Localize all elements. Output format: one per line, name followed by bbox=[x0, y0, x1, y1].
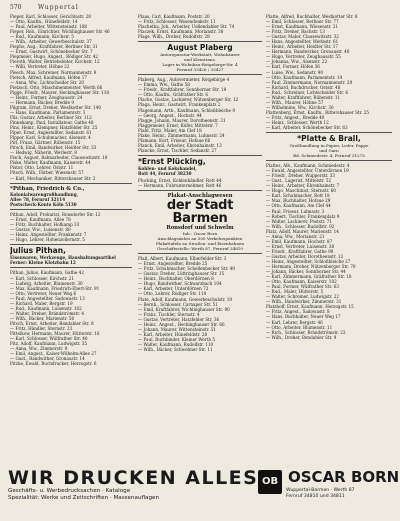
directory-entry: — Otto, Lehrer, Rödiger Str. 110 bbox=[138, 291, 207, 297]
footer-address-line: Wuppertal-Barmen · Werth 87 bbox=[286, 488, 355, 493]
divider bbox=[266, 132, 392, 133]
ad-subtitle: Plakat-Anschlagwesen bbox=[167, 193, 233, 200]
directory-entry: — Wilh., Maurer, Höhne 57 bbox=[266, 99, 324, 105]
ad-line: Großhandlung in Papier, Leder, Pappe bbox=[289, 143, 369, 149]
page-number: 570 bbox=[10, 4, 22, 11]
directory-entry: — Paul, Friseur, Luhnsstr. 3 bbox=[266, 208, 325, 214]
advertisement-platte-brall bbox=[266, 135, 392, 158]
directory-entry: — Rud., Maler, Hütterstr. 5 bbox=[266, 289, 324, 295]
footer-company: OSCAR BORN bbox=[288, 468, 400, 486]
directory-entry: — Karl, Zimmermann, Gräfrather Str. 18 bbox=[266, 274, 352, 280]
ad-title: Julius Pithan, bbox=[10, 246, 66, 256]
directory-entry: Pins, Heinr., Klempner, Hatzfelder Str. 25 bbox=[10, 125, 98, 131]
directory-entry: — Fritz, Schuhmacher, Schellenbecker Str. 49 bbox=[138, 266, 235, 272]
directory-entry: Placzek, Ernst, Kaufmann, Morianstr. 38 bbox=[138, 29, 224, 35]
directory-entry: Pipper, Karl, Schuhmacher, Alsenstr. 4 bbox=[10, 135, 91, 141]
directory-entry: Plucking, Ernst, Kohlenhändler, Rott 44 bbox=[138, 178, 222, 184]
footer-left bbox=[8, 467, 259, 502]
directory-entry: — Karl, Mechaniker, Rittershauser Str. 2 bbox=[10, 175, 96, 181]
advertisement-pithan-co bbox=[10, 186, 132, 208]
directory-entry: Pieper, Karl, Schlosser, Gerichtsstr. 28 bbox=[10, 14, 91, 19]
entry-list bbox=[10, 270, 132, 366]
directory-entry: — Emil, Kraftfahrer, Wichlinghauser Str. 90 bbox=[138, 306, 230, 312]
directory-entry: — Hermann, Dreher, Nützenberger Str. 70 bbox=[266, 264, 356, 270]
ad-title: der Stadt Barmen bbox=[166, 198, 234, 227]
directory-entry: Piske, Walter, Kaufmann, Kaiserstr. 44 bbox=[10, 160, 91, 166]
directory-entry: — Karl, Schlosser, Wülfrather Str. 40 bbox=[10, 336, 88, 342]
directory-entry: — Rud., Kaufmann, Kirchstr. 5 bbox=[10, 34, 74, 40]
directory-entry: — Otto, Kaufmann, Am Clef 44 bbox=[266, 203, 331, 209]
directory-entry: — Paul, Zimmermann, Normannenstr. 29 bbox=[266, 79, 353, 85]
ad-line: und Garn bbox=[319, 148, 339, 154]
directory-entry: — Otto, Kaufm., Gräfrather Str. 6 bbox=[138, 92, 209, 98]
directory-entry: — Otto, Kaufm., Hünefeldstr. 14 bbox=[10, 19, 78, 25]
directory-entry: — Hedwig, Näherin, Werlestr. 8 bbox=[10, 150, 77, 156]
directory-entry: — Rud., Schreiner, Lichtscheider Str. 6 bbox=[266, 89, 348, 95]
directory-entry: Piper, Ernst, Angestellter, Sedanstr. 61 bbox=[10, 130, 92, 136]
directory-entry: Pitsch, Ernst, Arbeiter, Bendahler Str. 8 bbox=[10, 320, 94, 326]
directory-entry: — Karl, Arbeiter, Hünefeldstr. 28 bbox=[138, 331, 208, 337]
directory-entry: — Walter, Kraftfahrer, Rübenstr. 11 bbox=[266, 94, 341, 100]
footer-address-line: Fernruf 34810 und 34811 bbox=[286, 494, 345, 499]
directory-entry: Pinnekamp, Paul, Installateur, Gathe 48 bbox=[10, 119, 94, 125]
entry-list bbox=[10, 14, 132, 181]
directory-entry: — Paul, Angestellter, Sadowastr. 13 bbox=[10, 295, 85, 301]
directory-entry: Plattes, Alb., Kaufmann, Schmiedestr. 4 bbox=[266, 163, 350, 169]
directory-entry: — Paul, Arbeiter, Wittensteinstr. 108 bbox=[10, 24, 87, 30]
directory-entry: — Wilh., Bäcker, Marienstr. 56 bbox=[10, 315, 75, 321]
directory-entry: — Franz, Tischler, Sternstr. 4 bbox=[138, 311, 200, 317]
directory-entry: Pietzsch, Otto, Maschinenmeister, Werth 66 bbox=[10, 84, 103, 90]
directory-entry: — Hermann, Fuhrunternehmer, Rott 46 bbox=[138, 183, 222, 189]
directory-entry: Plaggemeier, Ernst, Küfer, Mittelstr. 7 bbox=[138, 122, 218, 128]
directory-entry: — Heinr., Arbeiter, Heidter Str. 17 bbox=[266, 44, 339, 50]
directory-entry: — Fritz, Angest., Sadowastr. 8 bbox=[266, 309, 330, 315]
directory-entry: — Karl, Arbeiter, Schönebecker Str. 63 bbox=[266, 125, 348, 131]
ad-title: *Pithan, Friedrich & Co., bbox=[10, 185, 85, 192]
directory-entry: — Hans, Angestellter, Werlestr. 61 bbox=[266, 39, 339, 45]
directory-entry: — Gustav, Vertreter, Hatzfelder Str. 36 bbox=[138, 316, 220, 322]
directory-entry: Pittelkow, Hermann, Maurer, Hütterstr. 16 bbox=[10, 331, 100, 337]
directory-entry: — Walter, Schreiner, Ludwigstr. 22 bbox=[266, 294, 340, 300]
directory-entry: Platz, Adolf, Maurer, Marienstr. 14 bbox=[266, 228, 339, 234]
ad-line: Allee 78, Fernruf 32114 bbox=[10, 197, 66, 202]
directory-entry: — Paul, Buchbinder, Kleiner Werth 5 bbox=[138, 336, 215, 342]
directory-entry: Pirsch, Emil, Bandwirker, Heidter Str. 33 bbox=[10, 145, 97, 151]
directory-entry: — Hans, Buchhalter, Neuer Weg 17 bbox=[266, 314, 341, 320]
directory-entry: — Richard, Maler, Bergstr. 19 bbox=[10, 300, 73, 306]
ad-line: Kolonialwarengroßhandlung, bbox=[10, 191, 79, 197]
entry-list bbox=[138, 14, 262, 39]
directory-entry: Plancke, Ernst, Tischler, Sedanstr. 27 bbox=[138, 147, 217, 153]
directory-entry: Plake, Heinr., Zimmermann, Luhnsstr. 24 bbox=[138, 132, 225, 138]
footer-line: Spezialität: Werke und Zeitschriften · Massenauflagen bbox=[8, 495, 159, 501]
directory-entry: — Wilh., Dreher, Bendahler Str. 9 bbox=[266, 334, 337, 340]
ad-line: Ferner: Kleine Klotzbahn 12 bbox=[10, 260, 76, 266]
directory-entry: — Heinr., Angest., Heckinghauser Str. 66 bbox=[138, 321, 225, 327]
directory-entry: — Anna, Ww., Morianstr. 21 bbox=[266, 233, 325, 239]
directory-entry: — Gustav, Arbeiter, Dorotheenstr. 12 bbox=[266, 253, 344, 259]
directory-entry: Plagge, Johann, Maurer, Dorotheenstr. 31 bbox=[138, 117, 226, 123]
column-1 bbox=[10, 14, 132, 462]
directory-entry: — Gustav, Dreher, Lüttringhauser Str. 15 bbox=[138, 271, 225, 277]
directory-entry: — Rud., Kaufmann, Luisenstr. 102 bbox=[10, 305, 82, 311]
directory-entry: Plachetka, Joh., Arbeiter, Uellendahler Str. 74 bbox=[138, 24, 235, 30]
directory-entry: Pilgram, Ernst, Dreher, Westkotter Str. 140 bbox=[10, 104, 101, 110]
directory-entry: — Wilh., Arbeiter, Gewerbeschulstr. 37 bbox=[10, 39, 92, 45]
divider bbox=[266, 160, 392, 161]
advertisement-julius-pithan bbox=[10, 247, 132, 265]
directory-entry: Pitz, Adolf, Kaufmann, Ludwigstr. 35 bbox=[10, 341, 87, 347]
directory-entry: — Ernst, Gastwirt, Schönebecker Str. 7 bbox=[10, 49, 93, 55]
directory-entry: — Karl, Schlosser, Kirchstr. 21 bbox=[10, 275, 75, 281]
ad-line: Kohlen- und Kokshandel, bbox=[138, 165, 197, 171]
directory-entry: Pigge, Friedr., Maurer, Heckinghauser Str. 118 bbox=[10, 89, 109, 95]
ad-subtitle: Ronsdorf und Schwelm bbox=[166, 225, 234, 232]
directory-entry: Piepho, Aug., Kraftfahrer, Berliner Str. 31 bbox=[10, 44, 98, 50]
directory-entry: Plate, Adolf, Kaufmann, Gewerbeschulstr. 19 bbox=[138, 296, 233, 302]
directory-entry: — Emil, Angest., Kaiser-Wilhelm-Allee 27 bbox=[10, 351, 97, 357]
ad-line: Postscheck-Konto Köln 5130 bbox=[10, 202, 77, 208]
entry-list bbox=[138, 178, 262, 188]
ad-line: Inh.: Oscar Born bbox=[182, 231, 218, 237]
directory-entry: — Heinr., Arbeiter, Ehrenhainstr. 7 bbox=[266, 183, 340, 189]
directory-entry: — Friedr., Kraftfahrer, Gathe 90 bbox=[266, 248, 334, 254]
directory-entry: Pisch, August, Bahnarbeiter, Clausewitzstr. 19 bbox=[10, 155, 108, 161]
directory-entry: — Walter, Lackierer, Poststr. 71 bbox=[266, 218, 332, 224]
directory-entry: — Robert, Tischler, Frankenplatz 9 bbox=[266, 213, 340, 219]
ad-line: Rott 44, Fernruf 38230 bbox=[138, 170, 192, 176]
ad-line: Anschlagsäulen an 300 Verkehrspunkten bbox=[157, 236, 243, 242]
directory-entry: Pilz, Gustav, Arbeiter, Berliner Str. 112 bbox=[10, 114, 92, 120]
directory-entry: Platzhoff, Ernst, Kaufmann, Herzogstr. 15 bbox=[266, 304, 354, 310]
entry-list bbox=[138, 77, 262, 153]
directory-entry: — Friedr., Kraftfahrer, Sonnborner Str. 19 bbox=[138, 87, 227, 93]
oscar-born-logo: OB bbox=[258, 470, 282, 494]
directory-entry: — Heinz, Angestellter, Frankenstr. 7 bbox=[10, 232, 87, 238]
page-header bbox=[10, 4, 390, 14]
directory-entry: — Otto, Vertreter, Neuer Weg 6 bbox=[10, 290, 77, 296]
directory-entry: Pitzke, Ewald, Buchdrucker, Herzogstr. 6 bbox=[10, 361, 97, 367]
divider bbox=[138, 253, 262, 254]
directory-entry: — Heinr., Former, Zeughausstr. 24 bbox=[10, 94, 83, 100]
divider bbox=[10, 244, 132, 245]
divider bbox=[10, 183, 132, 184]
directory-entry: — Hugo, Bandwirker, Schwarzbach 104 bbox=[138, 281, 222, 287]
footer-title: WIR DRUCKEN ALLES bbox=[8, 467, 259, 489]
directory-entry: — Walter, Kaufmann, Rudolfstr. 110 bbox=[138, 341, 214, 347]
entry-list bbox=[266, 163, 392, 340]
directory-entry: — Johann, Maurer, Wittensteinstr. 51 bbox=[138, 326, 217, 332]
directory-entry: — Gust., Bandwirker, Gronaustr. 14 bbox=[10, 356, 85, 362]
directory-entry: — Ernst, Kaufmann, Wiesenstr. 21 bbox=[266, 24, 339, 30]
directory-entry: — Emma, Ww., Gathe 58 bbox=[138, 82, 190, 88]
directory-entry: Plaß, Albert, Kaufmann, Elberfelder Str. 3 bbox=[138, 256, 227, 262]
directory-entry: — Max, Kaufmann, Friedrich-Ebert-Str. 91 bbox=[10, 285, 100, 291]
directory-entry: Piesch, Max, Schreiner, Normannenstr. 9 bbox=[10, 69, 97, 75]
directory-entry: — Karl, Former, Höfen 36 bbox=[266, 64, 320, 70]
directory-entry: — Fritz, Schlosser, Wesendonkstr. 11 bbox=[138, 19, 216, 25]
directory-entry: Plage, Wilh., Dreher, Rudolfstr. 28 bbox=[138, 34, 210, 40]
directory-entry: Plamann, Kurt, Friseur, Hofaue 66 bbox=[138, 137, 211, 143]
ad-title: *Platte & Brall, bbox=[297, 134, 361, 144]
column-2 bbox=[138, 14, 262, 462]
directory-entry: — Ewald, Angestellter, Unterdörnen 19 bbox=[266, 168, 349, 174]
directory-entry: Piepmeier, Hugo, Angest., Rödiger Str. 42 bbox=[10, 54, 98, 60]
directory-entry: — Georg, Angest., Hochstr. 44 bbox=[138, 112, 202, 118]
directory-entry: — Wilh., Bandwirker, Zimmerstr. 31 bbox=[266, 299, 342, 305]
page-title: Wuppertal bbox=[38, 4, 79, 11]
directory-entry: — Gustav, Ww., Luisenstr. 80 bbox=[10, 227, 71, 233]
directory-entry: — Fritz, Angest., Bredde 40 bbox=[266, 114, 325, 120]
ad-line: Autoreparatur-Werkstatt, Wohnhäuser bbox=[160, 52, 240, 58]
directory-entry: — Otto, Arbeiter, Blumenstr. 11 bbox=[266, 324, 333, 330]
entry-list bbox=[266, 14, 392, 130]
directory-entry: — Heinr., Buchhalter, Oberdörnen 8 bbox=[138, 276, 214, 282]
divider bbox=[10, 267, 132, 268]
directory-entry: — Walter, Dreher, Brändströmstr. 4 bbox=[10, 310, 85, 316]
directory-entry: Pirl, Franz, Gärtner, Rübenstr. 15 bbox=[10, 140, 81, 146]
divider bbox=[138, 41, 262, 42]
directory-entry: — Hermann, Bäcker, Bredde 9 bbox=[10, 99, 74, 105]
directory-entry: — Emil, Kaufmann, Hochstr. 87 bbox=[266, 238, 333, 244]
directory-entry: Platte, Alfred, Buchhalter, Westkotter Str. 8 bbox=[266, 14, 358, 19]
divider bbox=[138, 74, 262, 75]
directory-entry: — Otto, Kaufmann, Kaiserstr. 102 bbox=[266, 279, 337, 285]
directory-entry: Plattenberg, Ernst, Kaufm., Rittershauser Str. 25 bbox=[266, 109, 370, 115]
directory-entry: — Otto, Kaufmann, Parlamentstr. 14 bbox=[266, 74, 343, 80]
directory-entry: Pitsch, Wilh., Färber, Wiesenstr. 57 bbox=[10, 170, 84, 176]
advertisement-august-plaberg bbox=[138, 44, 262, 72]
directory-entry: Pistor, Otto, Lehrer, Oststr. 11 bbox=[10, 165, 74, 171]
entry-list bbox=[10, 212, 132, 242]
directory-entry: — Anna, Ww., Zimmerstr. 9 bbox=[10, 346, 68, 352]
directory-entry: — Karl, Schuhmacher, Rott 18 bbox=[266, 193, 330, 199]
directory-entry: Pietsch, Alfred, Kaufmann, Höfen 17 bbox=[10, 74, 87, 80]
advertisement-ernst-plucking bbox=[138, 158, 262, 176]
ad-line: Lager in Wohnbau-Rotgebirge-Str. 4 bbox=[162, 62, 238, 68]
directory-entry: — Ludwig, Arbeiter, Blumenstr. 30 bbox=[10, 280, 83, 286]
directory-entry: Pieper, Rob., Einrichter, Wichlinghauser Str. 46 bbox=[10, 29, 110, 35]
directory-entry: Plagemann, Arth., Kaufmann, Schloßbleiche 9 bbox=[138, 107, 235, 113]
directory-entry: — Emil, Schlosser, Berliner Str. 77 bbox=[266, 19, 339, 25]
directory-entry: — Luise, Ww., Sedanstr. 90 bbox=[266, 69, 323, 75]
directory-entry: — Ernst, Kaufmann, Allee 78 bbox=[10, 217, 71, 223]
directory-entry: — Fritz, Dreher, Bachstr. 13 bbox=[266, 29, 325, 35]
directory-entry: — Willi, Vertreter, Höhne 22 bbox=[10, 64, 70, 70]
directory-entry: — Gust., Lagerist, Mittelstr. 52 bbox=[266, 178, 332, 184]
directory-entry: — Hugo, Vertreter, Zeughausstr. 55 bbox=[266, 54, 341, 60]
divider bbox=[10, 209, 132, 210]
ad-line: Plakattafeln an Straßen- und Eisenbahnen bbox=[155, 241, 245, 247]
ad-title: *Ernst Plücking, bbox=[138, 156, 206, 166]
ad-line: Geschäftsstelle: Werth 87, Fernruf 34810 bbox=[156, 246, 244, 252]
directory-entry: — Hugo, Maschinist, Sternstr. 60 bbox=[266, 188, 336, 194]
directory-entry: — Wilhelmine, Ww., Kirchstr. 30 bbox=[266, 104, 334, 110]
footer-line: Geschäfts- u. Werbedrucksachen · Kataloge bbox=[8, 488, 131, 494]
footer-advertisement bbox=[0, 466, 400, 521]
directory-entry: — Bernh., Schlosser, Carnaper Str. 51 bbox=[138, 301, 218, 307]
directory-entry: — Heinz, Angestellter, Schloßbleiche 27 bbox=[266, 258, 351, 264]
directory-entry: — Max, Buchhalter, Hofaue 29 bbox=[266, 198, 331, 204]
directory-entry: Pieroth, Walter, Betriebsleiter, Kirchstr. 12 bbox=[10, 59, 100, 65]
advertisement-plakat-anschlagwesen bbox=[138, 193, 262, 251]
directory-entry: Plahl, Fritz, Maler, Am Clef 18 bbox=[138, 127, 202, 133]
entry-list bbox=[138, 256, 262, 352]
directory-entry: — Ernst, Vertreter, Luisenstr. 38 bbox=[266, 243, 335, 249]
directory-entry: Plache, Gustav, Lackierer, Nützenberger Str. 12 bbox=[138, 97, 239, 103]
directory-entry: — Gustav, Maler, Clausewitzstr. 32 bbox=[266, 34, 339, 40]
column-3 bbox=[266, 14, 392, 462]
directory-entry: — Friedr., Dreher, Wupperstr. 33 bbox=[266, 173, 335, 179]
divider bbox=[138, 190, 262, 191]
ad-line: und Kleintrans. bbox=[183, 57, 216, 63]
directory-entry: Plaga, Heinr., Gastwirt, Frankenplatz 2 bbox=[138, 102, 221, 108]
ad-line: Bd. Schmiedestr. 4, Fernruf 31275 bbox=[293, 153, 365, 159]
directory-entry: — Heinr., Schlosser, Werth 12 bbox=[266, 119, 329, 125]
ad-line: Eisenwaren, Werkzeuge, Haushaltungsartikel bbox=[10, 255, 116, 261]
directory-entry: — Johann, Bäcker, Sonnborner Str. 44 bbox=[266, 269, 346, 275]
directory-entry: Planck, Emil, Arbeiter, Ehrenhainstr. 13 bbox=[138, 142, 222, 148]
directory-entry: — Anna, Ww., Lichtscheider Str. 20 bbox=[10, 79, 85, 85]
footer-address bbox=[286, 488, 396, 500]
ad-line: Fernruf 33426 / 33427 bbox=[176, 67, 224, 73]
directory-entry: — Ernst, Angestellter, Bredde 25 bbox=[138, 261, 208, 267]
directory-entry: — Karl, Lehrer, Bergstr. 46 bbox=[266, 319, 323, 325]
ad-title: August Plaberg bbox=[167, 43, 233, 53]
directory-entry: — Hugo, Lehrer, Hohenzollernstr. 5 bbox=[10, 237, 85, 243]
directory-entry: — Hermann, Bandwirker, Gronaustr. 40 bbox=[266, 49, 350, 55]
directory-entry: Plaas, Carl, Kaufmann, Poststr. 20 bbox=[138, 14, 210, 19]
directory-entry: — Paul, Former, Wülfrather Str. 63 bbox=[266, 284, 339, 290]
directory-entry: — Wilh., Bäcker, Schwelmer Str. 11 bbox=[138, 346, 213, 352]
directory-entry: — Richard, Buchdrucker, Oststr. 48 bbox=[266, 84, 341, 90]
directory-entry: Pithan, Adolf, Prokurist, Ronsdorfer Str. 12 bbox=[10, 212, 101, 218]
divider bbox=[138, 155, 262, 156]
directory-entry: — Fritz, Buchhalter, Hofkamp 33 bbox=[10, 222, 80, 228]
directory-entry: — Wilh., Schlosser, Rudolfstr. 92 bbox=[266, 223, 335, 229]
directory-entry: Pithan, Julius, Kaufmann, Gathe 42 bbox=[10, 270, 84, 276]
directory-entry: — Fritz, Händler, Sternstr. 23 bbox=[10, 325, 73, 331]
directory-entry: — Johanna, Ww., Alsenstr. 22 bbox=[266, 59, 328, 65]
directory-entry: — Karl, Arbeiter, Unterdörnen 72 bbox=[138, 286, 209, 292]
directory-entry: — Rich., Schlosser, Brändströmstr. 23 bbox=[266, 329, 346, 335]
directory-entry: Plaberg, Aug., Autovermieter, Rotgebirge 4 bbox=[138, 77, 230, 83]
directory-entry: — Hans, Kaufmann, Parlamentstr. 3 bbox=[10, 109, 86, 115]
